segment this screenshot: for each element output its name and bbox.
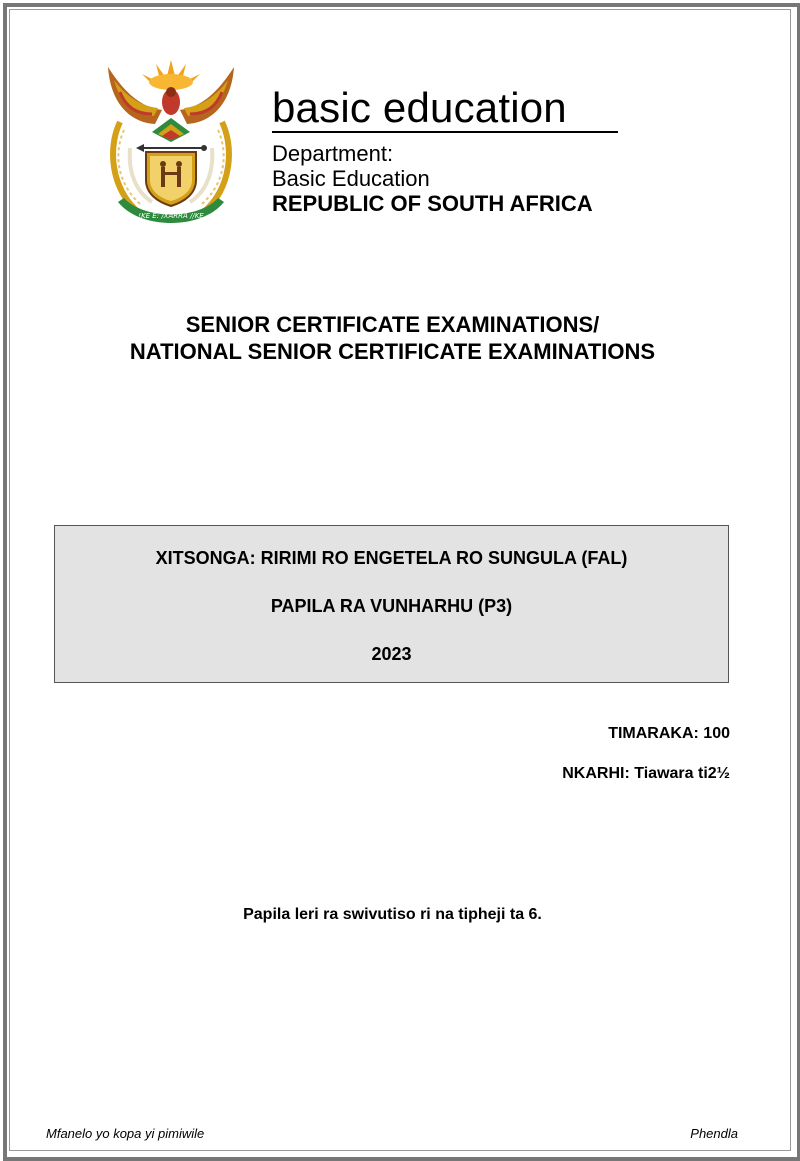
country-name: REPUBLIC OF SOUTH AFRICA bbox=[272, 191, 593, 216]
paper-number: PAPILA RA VUNHARHU (P3) bbox=[270, 596, 513, 616]
exam-title bbox=[0, 311, 785, 365]
department-block bbox=[272, 84, 622, 217]
exam-title-line1: SENIOR CERTIFICATE EXAMINATIONS/ bbox=[185, 312, 600, 337]
turn-over-note: Phendla bbox=[690, 1126, 738, 1141]
brand-title: basic education bbox=[272, 84, 567, 131]
coat-of-arms-logo bbox=[100, 52, 242, 230]
page-count-note: Papila leri ra swivutiso ri na tipheji ta 6. bbox=[243, 906, 542, 923]
total-marks: TIMARAKA: 100 bbox=[608, 725, 730, 742]
copyright-notice: Mfanelo yo kopa yi pimiwile bbox=[46, 1126, 205, 1141]
subject-name: XITSONGA: RIRIMI RO ENGETELA RO SUNGULA (FAL) bbox=[155, 548, 628, 568]
exam-duration: NKARHI: Tiawara ti2½ bbox=[562, 765, 730, 782]
department-label: Department: bbox=[272, 141, 394, 166]
exam-title-line2: NATIONAL SENIOR CERTIFICATE EXAMINATIONS bbox=[129, 339, 656, 364]
exam-year: 2023 bbox=[371, 644, 412, 664]
subject-box bbox=[54, 525, 729, 683]
svg-text:!KE E: /XARRA //KE: !KE E: /XARRA //KE bbox=[138, 212, 204, 220]
department-name: Basic Education bbox=[272, 166, 430, 191]
